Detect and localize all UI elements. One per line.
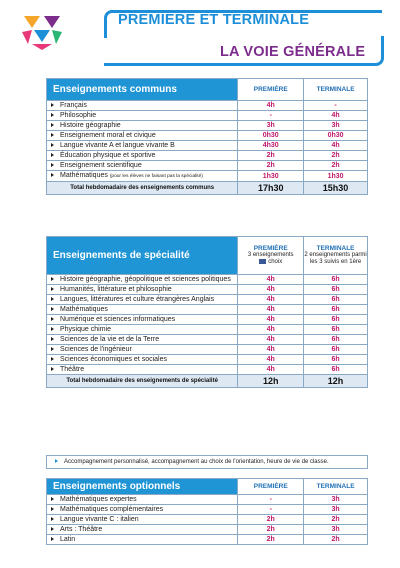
communs-total-terminale: 15h30 [304,182,368,195]
specialite-row-label [47,365,238,375]
specialite-row-premiere: 4h [238,345,304,355]
arrow-right-icon [55,459,58,463]
specialite-row-terminale: 6h [304,305,368,315]
communs-table [46,78,368,195]
specialite-row [47,275,368,285]
communs-row [47,121,368,131]
specialite-row [47,335,368,345]
communs-row-terminale: 2h [304,161,368,171]
specialite-col-terminale-sub: 2 enseignements parmi les 3 suivis en 1ère [304,252,367,266]
specialite-row-label [47,305,238,315]
optionnels-row-label [47,515,238,525]
specialite-row [47,315,368,325]
arrow-right-icon [51,347,54,351]
specialite-row [47,345,368,355]
specialite-row-label-text: Histoire géographie, géopolitique et sciences politiques [60,276,231,283]
specialite-row-label-text: Sciences économiques et sociales [60,356,168,363]
specialite-row-premiere: 4h [238,365,304,375]
specialite-row-terminale: 6h [304,275,368,285]
specialite-row [47,325,368,335]
optionnels-row-label [47,525,238,535]
optionnels-row-label-text: Latin [60,536,76,543]
communs-row-label [47,111,238,121]
specialite-row-label-text: Physique chimie [60,326,111,333]
optionnels-row-terminale: 3h [304,505,368,515]
communs-total-premiere: 17h30 [238,182,304,195]
optionnels-row-label [47,535,238,545]
specialite-total-terminale: 12h [304,375,368,388]
arrow-right-icon [51,507,54,511]
specialite-total-label: Total hebdomadaire des enseignements de spécialité [47,375,238,388]
optionnels-row-label-text: Arts : Théâtre [60,526,103,533]
specialite-row-label [47,285,238,295]
specialite-col-premiere-title: PREMIÈRE [253,244,288,252]
communs-row [47,111,368,121]
optionnels-row-label-text: Mathématiques expertes [60,496,137,503]
communs-row-terminale: 4h [304,141,368,151]
communs-row [47,131,368,141]
communs-heading: Enseignements communs [47,79,238,101]
communs-row-terminale: 2h [304,151,368,161]
optionnels-row-label [47,505,238,515]
optionnels-row [47,495,368,505]
specialite-row-label [47,275,238,285]
accompagnement-note-text: Accompagnement personnalisé, accompagnement au choix de l'orientation, heure de vie de classe. [64,459,329,465]
optionnels-row [47,535,368,545]
specialite-row [47,355,368,365]
communs-row-label-text: Langue vivante A et langue vivante B [60,142,175,149]
communs-row-label-text: Enseignement scientifique [60,162,142,169]
communs-row-terminale: - [304,101,368,111]
communs-row-label-text: Mathématiques [60,172,108,179]
specialite-row-label [47,345,238,355]
optionnels-row [47,515,368,525]
communs-row-premiere: 2h [238,161,304,171]
specialite-row-terminale: 6h [304,315,368,325]
optionnels-row-terminale: 2h [304,535,368,545]
optionnels-row [47,525,368,535]
arrow-right-icon [51,537,54,541]
specialite-row-terminale: 6h [304,285,368,295]
specialite-row-label-text: Sciences de l'ingénieur [60,346,132,353]
communs-row-premiere: 4h [238,101,304,111]
communs-row-premiere: 1h30 [238,171,304,182]
communs-row [47,141,368,151]
specialite-row-premiere: 4h [238,295,304,305]
specialite-row-label [47,295,238,305]
communs-row-label-text: Éducation physique et sportive [60,152,156,159]
communs-row-label-text: Philosophie [60,112,97,119]
arrow-right-icon [51,337,54,341]
arrow-right-icon [51,367,54,371]
optionnels-table [46,478,368,545]
arrow-right-icon [51,103,54,107]
optionnels-row-premiere: 2h [238,535,304,545]
specialite-row-premiere: 4h [238,355,304,365]
arrow-right-icon [51,153,54,157]
specialite-row-terminale: 6h [304,335,368,345]
optionnels-row-premiere: 2h [238,515,304,525]
specialite-row-label [47,335,238,345]
arrow-right-icon [51,277,54,281]
optionnels-row-label-text: Langue vivante C : italien [60,516,139,523]
communs-header-row [47,79,368,101]
communs-row-label-text: Enseignement moral et civique [60,132,156,139]
arrow-right-icon [51,517,54,521]
arrow-right-icon [51,133,54,137]
specialite-row-label-text: Numérique et sciences informatiques [60,316,176,323]
communs-row-label [47,161,238,171]
communs-row-premiere: 2h [238,151,304,161]
communs-row-label-text: Histoire géographie [60,122,121,129]
arrow-right-icon [51,173,54,177]
specialite-row-label [47,315,238,325]
arrow-right-icon [51,143,54,147]
communs-total-row [47,182,368,195]
specialite-row [47,295,368,305]
specialite-row-premiere: 4h [238,315,304,325]
specialite-row-premiere: 4h [238,285,304,295]
communs-row-label-text: Français [60,102,87,109]
flag-icon [259,259,266,264]
communs-row-label [47,121,238,131]
communs-row [47,171,368,182]
specialite-row [47,285,368,295]
optionnels-heading: Enseignements optionnels [47,479,238,495]
arrow-right-icon [51,497,54,501]
arrow-right-icon [51,357,54,361]
specialite-total-premiere: 12h [238,375,304,388]
specialite-row [47,365,368,375]
specialite-row-terminale: 6h [304,365,368,375]
optionnels-row-label [47,495,238,505]
communs-row-terminale: 1h30 [304,171,368,182]
communs-col-terminale: TERMINALE [304,79,368,101]
arrow-right-icon [51,317,54,321]
communs-row-terminale: 3h [304,121,368,131]
communs-row-premiere: 3h [238,121,304,131]
communs-row-label [47,171,238,182]
communs-row-premiere: 0h30 [238,131,304,141]
specialite-row-terminale: 6h [304,355,368,365]
specialite-row [47,305,368,315]
arrow-right-icon [51,327,54,331]
specialite-col-premiere-sub: 3 enseignements [247,252,294,259]
specialite-row-label [47,325,238,335]
accompagnement-note [46,455,368,469]
communs-row-label [47,141,238,151]
arrow-right-icon [51,307,54,311]
communs-row [47,151,368,161]
specialite-row-premiere: 4h [238,305,304,315]
specialite-header-row [47,237,368,275]
arrow-right-icon [51,287,54,291]
logo-icon [20,8,64,52]
communs-row-label [47,151,238,161]
specialite-row-label-text: Théâtre [60,366,85,373]
specialite-row-label-text: Mathématiques [60,306,108,313]
optionnels-row [47,505,368,515]
arrow-right-icon [51,123,54,127]
specialite-row-label-text: Humanités, littérature et philosophie [60,286,172,293]
specialite-row-premiere: 4h [238,335,304,345]
optionnels-row-terminale: 3h [304,525,368,535]
specialite-heading: Enseignements de spécialité [47,237,238,275]
communs-total-label: Total hebdomadaire des enseignements communs [47,182,238,195]
communs-row-premiere: - [238,111,304,121]
specialite-col-terminale-title: TERMINALE [316,244,355,252]
optionnels-header-row [47,479,368,495]
specialite-table [46,236,368,388]
specialite-col-premiere-sub2: choix [268,259,283,266]
specialite-row-terminale: 6h [304,345,368,355]
specialite-col-premiere [238,237,304,275]
communs-row-premiere: 4h30 [238,141,304,151]
specialite-row-label-text: Sciences de la vie et de la Terre [60,336,160,343]
communs-row-terminale: 0h30 [304,131,368,141]
specialite-row-label [47,355,238,365]
communs-row-label-note: (pour les élèves ne faisant pas la spécialité) [109,174,203,179]
specialite-row-terminale: 6h [304,325,368,335]
optionnels-row-premiere: 2h [238,525,304,535]
specialite-row-premiere: 4h [238,325,304,335]
optionnels-row-premiere: - [238,505,304,515]
optionnels-col-premiere: PREMIÈRE [238,479,304,495]
optionnels-row-label-text: Mathématiques complémentaires [60,506,164,513]
arrow-right-icon [51,163,54,167]
optionnels-row-terminale: 2h [304,515,368,525]
optionnels-col-terminale: TERMINALE [304,479,368,495]
arrow-right-icon [51,113,54,117]
optionnels-row-terminale: 3h [304,495,368,505]
page-title: PREMIERE ET TERMINALE [118,12,310,28]
communs-row-label [47,131,238,141]
arrow-right-icon [51,297,54,301]
communs-row-terminale: 4h [304,111,368,121]
communs-row [47,161,368,171]
communs-row-label [47,101,238,111]
communs-row [47,101,368,111]
specialite-row-label-text: Langues, littératures et culture étrangères Anglais [60,296,215,303]
specialite-total-row [47,375,368,388]
optionnels-row-premiere: - [238,495,304,505]
communs-col-premiere: PREMIÈRE [238,79,304,101]
page-subtitle: LA VOIE GÉNÉRALE [220,44,366,60]
specialite-col-terminale [304,237,368,275]
arrow-right-icon [51,527,54,531]
specialite-row-terminale: 6h [304,295,368,305]
specialite-row-premiere: 4h [238,275,304,285]
